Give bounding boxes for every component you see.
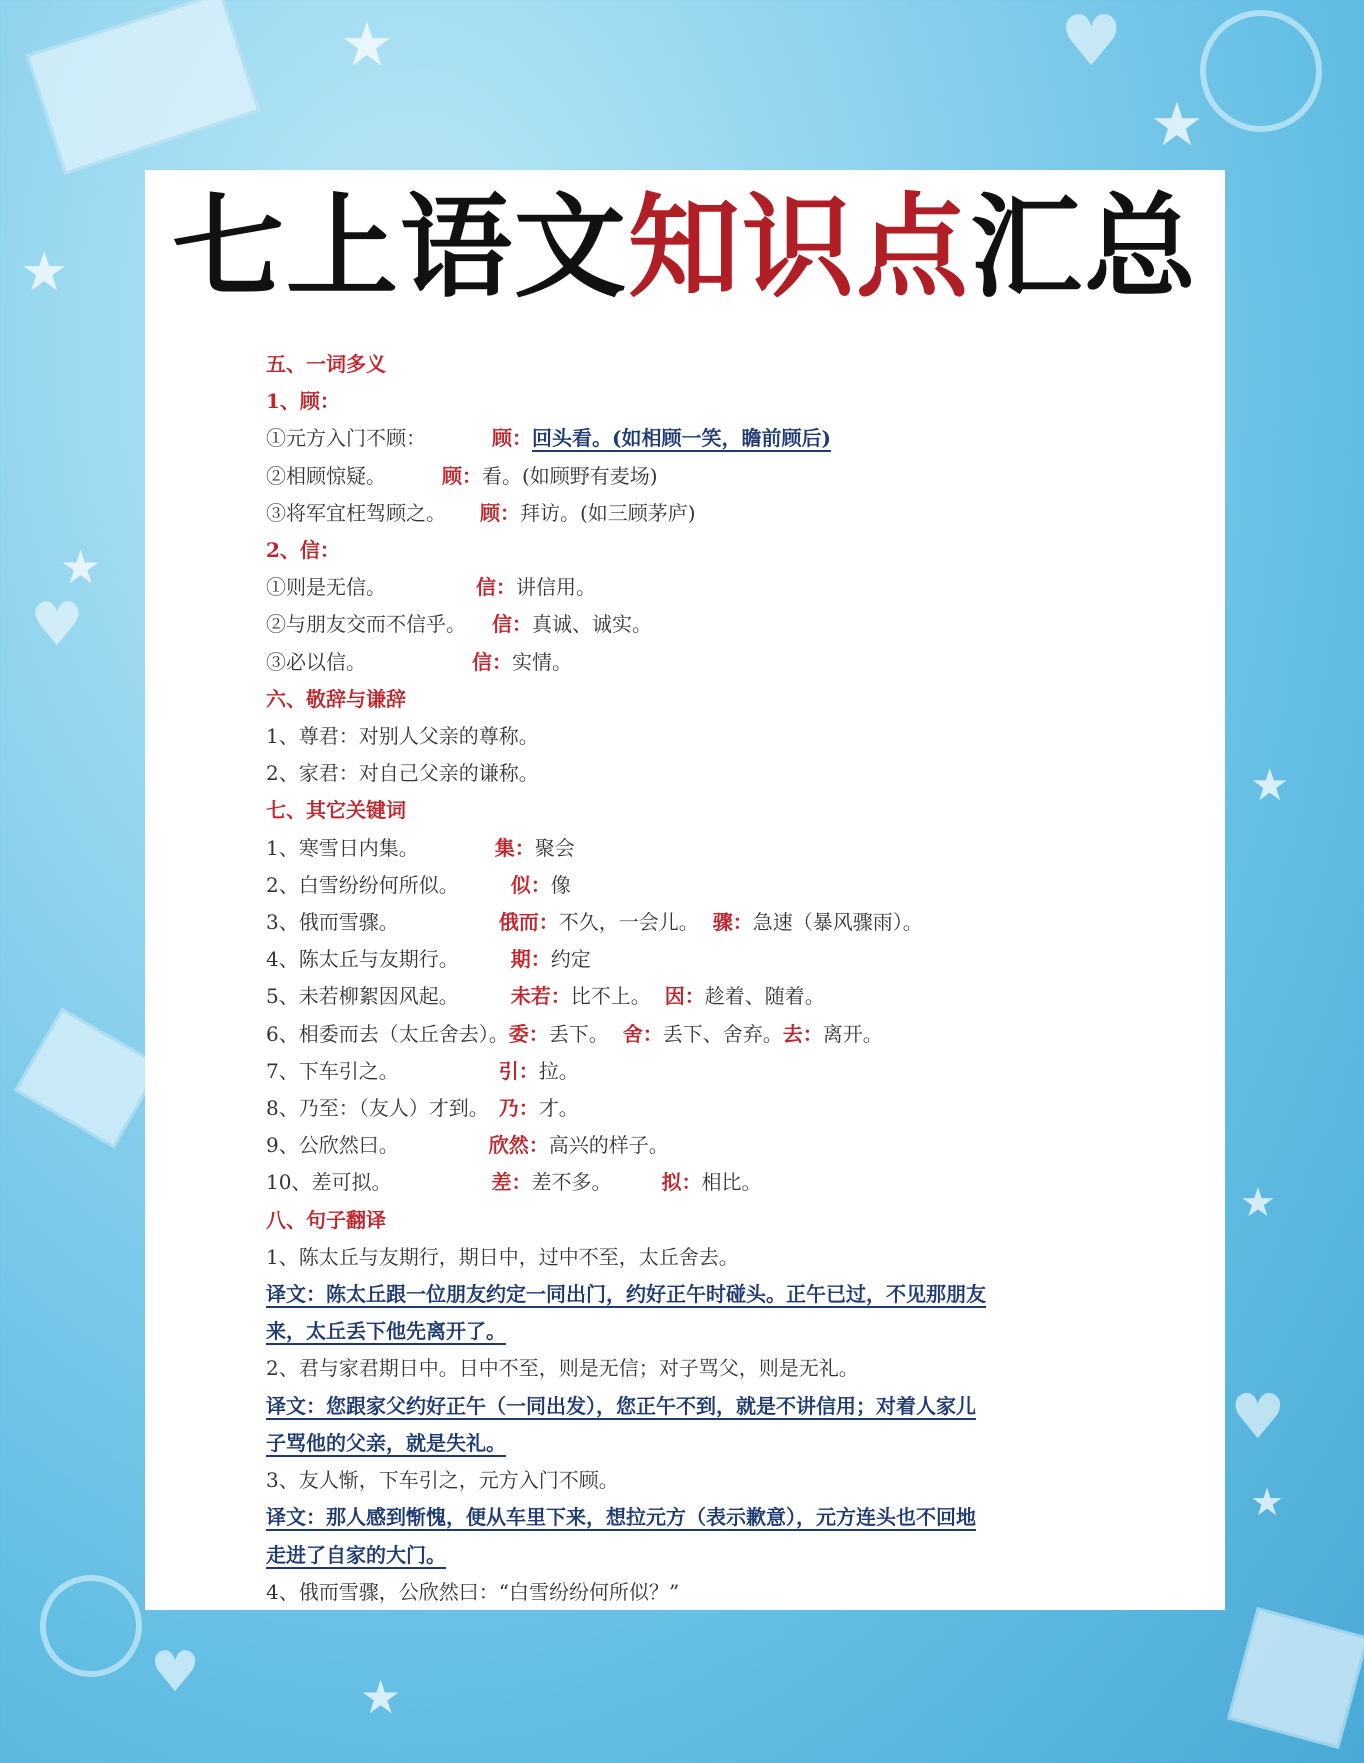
list-item: 2、家君：对自己父亲的谦称。: [266, 761, 539, 786]
list-item: [266, 569, 1146, 606]
definition: 聚会: [534, 835, 575, 860]
section-heading: 七、其它关键词: [266, 798, 406, 823]
keyword: 顾：: [480, 500, 520, 525]
definition: 真诚、诚实。: [532, 612, 652, 637]
definition: 看。(如顾野有麦场): [482, 463, 658, 488]
list-item: [266, 1164, 1146, 1201]
ring-decoration: [40, 1575, 142, 1677]
heart-icon: ♥: [30, 590, 84, 660]
star-icon: ★: [1150, 90, 1204, 160]
definition: 像: [550, 872, 571, 897]
translation: 译文：那人感到惭愧，便从车里下来，想拉元方（表示歉意），元方连头也不回地: [266, 1505, 976, 1530]
definition: 高兴的样子。: [548, 1133, 669, 1158]
heart-icon: ♥: [1230, 1380, 1286, 1453]
example-sentence: 9、公欣然曰。: [266, 1133, 399, 1158]
example-sentence: 8、乃至：（友人）才到。: [266, 1096, 489, 1121]
translation: 走进了自家的大门。: [266, 1542, 446, 1567]
definition: 讲信用。: [516, 575, 596, 600]
list-item: [266, 644, 1146, 681]
notes-content: [266, 346, 1146, 1611]
definition: 约定: [550, 947, 591, 972]
star-icon: ★: [360, 1670, 402, 1724]
keyword: 拟：: [661, 1170, 702, 1195]
example-sentence: ③将军宜枉驾顾之。: [266, 500, 446, 525]
definition: 回头看。(如相顾一笑，瞻前顾后): [532, 426, 831, 451]
star-icon: ★: [1250, 760, 1290, 811]
source-sentence: 1、陈太丘与友期行，期日中，过中不至，太丘舍去。: [266, 1244, 739, 1269]
list-item: [266, 1127, 1146, 1164]
example-sentence: 1、寒雪日内集。: [266, 835, 419, 860]
section-heading: 八、句子翻译: [266, 1207, 386, 1232]
keyword: 期：: [510, 947, 551, 972]
list-item: [266, 495, 1146, 532]
section-heading: 六、敬辞与谦辞: [266, 686, 406, 711]
keyword: 差：: [491, 1170, 532, 1195]
list-item: [266, 1090, 1146, 1127]
envelope-decoration: [26, 0, 261, 175]
example-sentence: 7、下车引之。: [266, 1058, 399, 1083]
example-sentence: ②与朋友交而不信乎。: [266, 612, 466, 637]
keyword: 去：: [782, 1021, 823, 1046]
source-sentence: 4、俄而雪骤，公欣然曰：“白雪纷纷何所似？”: [266, 1579, 680, 1604]
keyword: 委：: [508, 1021, 549, 1046]
example-sentence: ③必以信。: [266, 649, 366, 674]
star-icon: ★: [1240, 1180, 1276, 1226]
star-icon: ★: [20, 240, 69, 303]
definition: 相比。: [701, 1170, 762, 1195]
definition: 才。: [538, 1096, 579, 1121]
list-item: [266, 420, 1146, 457]
source-sentence: 2、君与家君期日中。日中不至，则是无信；对子骂父，则是无礼。: [266, 1356, 859, 1381]
example-sentence: 2、白雪纷纷何所似。: [266, 872, 459, 897]
page-title: [145, 178, 1225, 318]
keyword: 骤：: [712, 910, 753, 935]
definition: 实情。: [512, 649, 572, 674]
definition: 比不上。: [570, 984, 651, 1009]
definition: 差不多。: [531, 1170, 612, 1195]
heart-icon: ♥: [1060, 0, 1123, 82]
keyword: 顾：: [442, 463, 482, 488]
translation: 来，太丘丢下他先离开了。: [266, 1319, 506, 1344]
list-item: 1、尊君：对别人父亲的尊称。: [266, 724, 539, 749]
section-heading: 五、一词多义: [266, 352, 386, 376]
definition: 丢下、舍弃。: [662, 1021, 783, 1046]
example-sentence: ②相顾惊疑。: [266, 463, 386, 488]
keyword: 舍：: [622, 1021, 663, 1046]
definition: 趁着、随着。: [704, 984, 825, 1009]
list-item: [266, 606, 1146, 643]
definition: 拉。: [538, 1058, 579, 1083]
definition: 拜访。(如三顾茅庐): [520, 500, 696, 525]
keyword: 引：: [498, 1058, 539, 1083]
list-item: [266, 830, 1146, 867]
translation: 译文：您跟家父约好正午（一同出发），您正午不到，就是不讲信用；对着人家儿: [266, 1393, 976, 1418]
star-icon: ★: [60, 540, 102, 594]
heart-icon: ♥: [150, 1640, 201, 1705]
star-icon: ★: [340, 10, 394, 80]
definition: 丢下。: [548, 1021, 609, 1046]
example-sentence: ①元方入门不顾：: [266, 426, 426, 451]
definition: 不久，一会儿。: [558, 910, 699, 935]
example-sentence: 6、相委而去（太丘舍去）。: [266, 1021, 509, 1046]
title-part-1: 七上语文: [172, 182, 628, 313]
title-highlight: 知识点: [628, 182, 970, 313]
example-sentence: 4、陈太丘与友期行。: [266, 947, 459, 972]
keyword: 未若：: [510, 984, 571, 1009]
definition: 急速（暴风骤雨）。: [752, 910, 923, 935]
keyword: 信：: [476, 575, 516, 600]
source-sentence: 3、友人惭，下车引之，元方入门不顾。: [266, 1468, 619, 1493]
list-item: [266, 1053, 1146, 1090]
list-item: [266, 867, 1146, 904]
envelope-decoration: [14, 1007, 162, 1148]
example-sentence: 3、俄而雪骤。: [266, 910, 399, 935]
keyword: 信：: [492, 612, 532, 637]
translation: 子骂他的父亲，就是失礼。: [266, 1430, 506, 1455]
example-sentence: ①则是无信。: [266, 575, 386, 600]
ring-decoration: [1200, 10, 1322, 132]
keyword: 集：: [494, 835, 535, 860]
keyword: 俄而：: [498, 910, 559, 935]
list-item: [266, 458, 1146, 495]
translation: 译文：陈太丘跟一位朋友约定一同出门，约好正午时碰头。正午已过，不见那朋友: [266, 1282, 986, 1307]
keyword: 似：: [510, 872, 551, 897]
keyword: 欣然：: [488, 1133, 549, 1158]
list-item: [266, 1016, 1146, 1053]
definition: 离开。: [822, 1021, 883, 1046]
list-item: [266, 941, 1146, 978]
keyword: 乃：: [498, 1096, 539, 1121]
star-icon: ★: [1250, 1480, 1285, 1524]
word-heading: 2、信：: [266, 538, 340, 563]
list-item: [266, 904, 1146, 941]
keyword: 信：: [472, 649, 512, 674]
example-sentence: 5、未若柳絮因风起。: [266, 984, 459, 1009]
envelope-decoration: [1227, 1607, 1364, 1749]
example-sentence: 10、差可拟。: [266, 1170, 392, 1195]
word-heading: 1、顾：: [266, 389, 340, 414]
list-item: [266, 978, 1146, 1015]
keyword: 顾：: [492, 426, 532, 451]
keyword: 因：: [664, 984, 705, 1009]
title-part-3: 汇总: [970, 182, 1198, 313]
